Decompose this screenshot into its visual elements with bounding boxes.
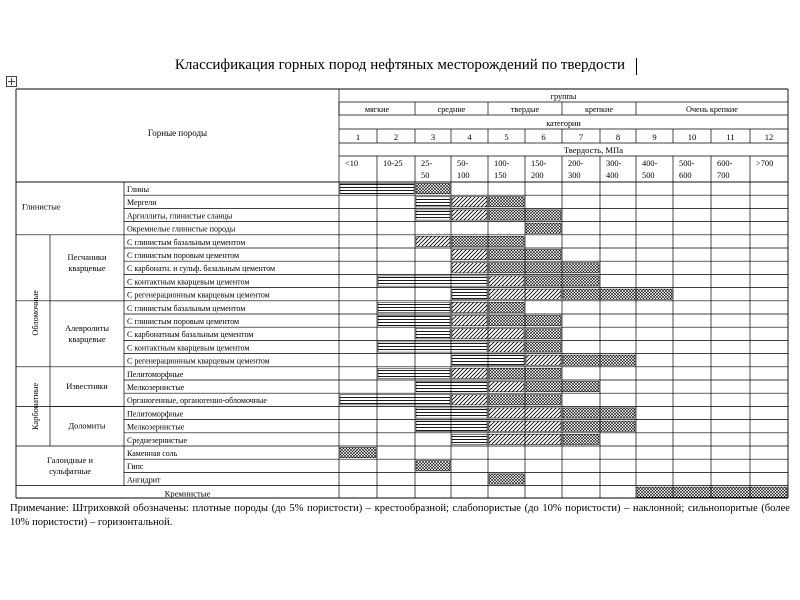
- hardness-range: 500-: [679, 159, 695, 168]
- hardness-range: 300: [568, 171, 581, 180]
- hardness-range: 700: [717, 171, 730, 180]
- rocks-header: Горные породы: [147, 128, 208, 138]
- hardness-bar-diagonal-hatch: [489, 342, 524, 352]
- hardness-range: >700: [756, 159, 774, 168]
- hardness-bar-diagonal-hatch: [489, 276, 524, 286]
- section-halide: сульфатные: [49, 467, 91, 477]
- hardness-range: 300-: [606, 159, 622, 168]
- hardness-bar-horizontal-hatch: [416, 329, 450, 339]
- hardness-bar-cross-hatch: [526, 223, 561, 233]
- hardness-bar-cross-hatch: [563, 355, 635, 365]
- rock-row-label: Мергели: [127, 198, 157, 208]
- hardness-range: 50-: [457, 159, 469, 168]
- hardness-bar-horizontal-hatch: [378, 276, 487, 286]
- hardness-bar-cross-hatch: [526, 342, 561, 352]
- hardness-bar-diagonal-hatch: [489, 382, 524, 392]
- section-clastic: Обломочные: [31, 289, 40, 336]
- section-limestones: Известняки: [66, 382, 108, 391]
- group-label: мягкие: [364, 105, 390, 114]
- rock-row-label: Пелитоморфные: [127, 409, 184, 419]
- hardness-range: 600: [679, 171, 692, 180]
- hardness-range: 200-: [568, 159, 584, 168]
- hardness-bar-cross-hatch: [489, 474, 524, 484]
- section-sandstones: кварцевые: [68, 264, 106, 274]
- hardness-bar-diagonal-hatch: [452, 210, 487, 220]
- rock-row-label: С карбонатн. и сульф. базальным цементом: [127, 264, 276, 274]
- hardness-bar-cross-hatch: [416, 184, 450, 194]
- hardness-bar-horizontal-hatch: [452, 434, 487, 444]
- rock-row-label: Каменная соль: [127, 449, 178, 458]
- hardness-range: 150-: [531, 159, 547, 168]
- category-number: 8: [615, 132, 621, 142]
- hardness-bar-diagonal-hatch: [452, 302, 487, 312]
- hardness-bar-diagonal-hatch: [526, 355, 561, 365]
- category-number: 12: [764, 132, 774, 142]
- rock-row-label: С карбонатным базальным цементом: [127, 330, 254, 340]
- hardness-bar-cross-hatch: [489, 302, 524, 312]
- hardness-range: 50: [421, 171, 430, 180]
- hardness-range: 25-: [421, 159, 433, 168]
- section-dolomites: Доломиты: [68, 421, 106, 431]
- section-sandstones: Песчаники: [67, 253, 107, 263]
- rock-row-label: С контактным кварцевым цементом: [127, 277, 250, 287]
- hardness-range: 10-25: [383, 159, 403, 168]
- rock-row-label: С контактным кварцевым цементом: [127, 343, 250, 353]
- rock-row-label: С глинистым поровым цементом: [127, 251, 240, 260]
- category-number: 2: [393, 132, 399, 142]
- group-label: Очень крепкие: [686, 105, 738, 114]
- category-number: 11: [726, 132, 735, 142]
- hardness-bar-horizontal-hatch: [378, 316, 450, 326]
- hardness-bar-horizontal-hatch: [340, 395, 450, 405]
- hardness-bar-horizontal-hatch: [378, 368, 450, 378]
- hardness-bar-cross-hatch: [526, 276, 599, 286]
- hardness-bar-cross-hatch: [526, 329, 561, 339]
- hardness-bar-cross-hatch: [563, 408, 635, 418]
- group-label: средние: [437, 105, 466, 114]
- rock-row-label: Глины: [127, 185, 149, 194]
- category-number: 5: [504, 132, 509, 142]
- hardness-bar-diagonal-hatch: [452, 316, 487, 326]
- hardness-bar-diagonal-hatch: [452, 250, 487, 260]
- category-number: 10: [687, 132, 697, 142]
- hardness-range: 200: [531, 171, 544, 180]
- section-siliceous: Кремнистые: [164, 488, 211, 499]
- rock-row-label: Мелкозернистые: [127, 422, 185, 432]
- category-number: 4: [467, 132, 472, 142]
- hardness-bar-diagonal-hatch: [452, 368, 487, 378]
- hardness-range: 400-: [642, 159, 658, 168]
- hardness-bar-horizontal-hatch: [416, 408, 487, 418]
- section-halide: Галоидные и: [47, 456, 93, 466]
- rock-row-label: Органогенные, органогенно-обломочные: [127, 396, 267, 406]
- rock-row-label: Гипс: [127, 462, 144, 472]
- hardness-bar-cross-hatch: [489, 197, 524, 207]
- hardness-bar-cross-hatch: [416, 461, 450, 471]
- hardness-bar-cross-hatch: [526, 382, 599, 392]
- hardness-bar-cross-hatch: [563, 289, 672, 299]
- hardness-bar-diagonal-hatch: [452, 395, 487, 405]
- rock-row-label: Аргиллиты, глинистые сланцы: [127, 211, 233, 221]
- section-clay: Глинистые: [22, 202, 61, 212]
- rock-row-label: Среднезернистые: [127, 435, 188, 445]
- footnote: Примечание: Штриховкой обозначены: плотные породы (до 5% пористости) – крестообразной; слабопористые (до 10% пористости) – наклонной; сильнопоритые (более 10% пористости) – горизонтальной.: [10, 503, 790, 528]
- rock-row-label: Ангидрит: [127, 475, 161, 485]
- hardness-bar-horizontal-hatch: [452, 289, 487, 299]
- section-siltstones: кварцевые: [68, 335, 106, 345]
- hardness-bar-cross-hatch: [340, 448, 376, 458]
- hardness-range: 500: [642, 171, 655, 180]
- hardness-bar-horizontal-hatch: [416, 421, 487, 431]
- group-label: твердые: [510, 105, 540, 114]
- hardness-bar-cross-hatch: [489, 263, 599, 273]
- hardness-bar-diagonal-hatch: [452, 197, 487, 207]
- hardness-bar-horizontal-hatch: [378, 302, 450, 312]
- rock-row-label: С глинистым поровым цементом: [127, 317, 240, 326]
- hardness-bar-horizontal-hatch: [416, 197, 450, 207]
- rock-row-label: Пелитоморфные: [127, 369, 184, 379]
- rock-row-label: С глинистым базальным цементом: [127, 303, 246, 313]
- rock-row-label: Мелкозернистые: [127, 383, 185, 392]
- hardness-bar-cross-hatch: [563, 434, 599, 444]
- hardness-bar-horizontal-hatch: [416, 210, 450, 220]
- hardness-bar-diagonal-hatch: [452, 263, 487, 273]
- hardness-range: 600-: [717, 159, 733, 168]
- rock-row-label: С регенерационным кварцевым цементом: [127, 356, 270, 366]
- hardness-range: 400: [606, 171, 619, 180]
- groups-header: группы: [550, 92, 577, 101]
- category-number: 6: [541, 132, 546, 142]
- hardness-range: 100: [457, 171, 470, 180]
- category-number: 9: [652, 132, 657, 142]
- categories-header: категории: [546, 119, 581, 128]
- hardness-range: 150: [494, 171, 507, 180]
- group-label: крепкие: [584, 105, 614, 114]
- category-number: 3: [430, 132, 436, 142]
- category-number: 1: [355, 132, 361, 142]
- rock-row-label: С глинистым базальным цементом: [127, 237, 246, 247]
- rock-row-label: Окремнелые глинистые породы: [127, 224, 236, 234]
- hardness-bar-horizontal-hatch: [378, 342, 487, 352]
- category-number: 7: [578, 132, 584, 142]
- hardness-bar-cross-hatch: [637, 487, 787, 497]
- section-carbonate: Карбонатные: [31, 382, 40, 431]
- section-siltstones: Алевролиты: [64, 324, 110, 334]
- rock-row-label: С регенерационным кварцевым цементом: [127, 290, 270, 300]
- hardness-bar-horizontal-hatch: [416, 382, 487, 392]
- hardness-bar-cross-hatch: [563, 421, 635, 431]
- hardness-header: Твердость, МПа: [563, 145, 624, 155]
- hardness-range: 100-: [494, 159, 510, 168]
- hardness-bar-diagonal-hatch: [416, 236, 450, 246]
- page-title: Классификация горных пород нефтяных месторождений по твердости: [174, 57, 626, 73]
- hardness-range: <10: [345, 159, 359, 168]
